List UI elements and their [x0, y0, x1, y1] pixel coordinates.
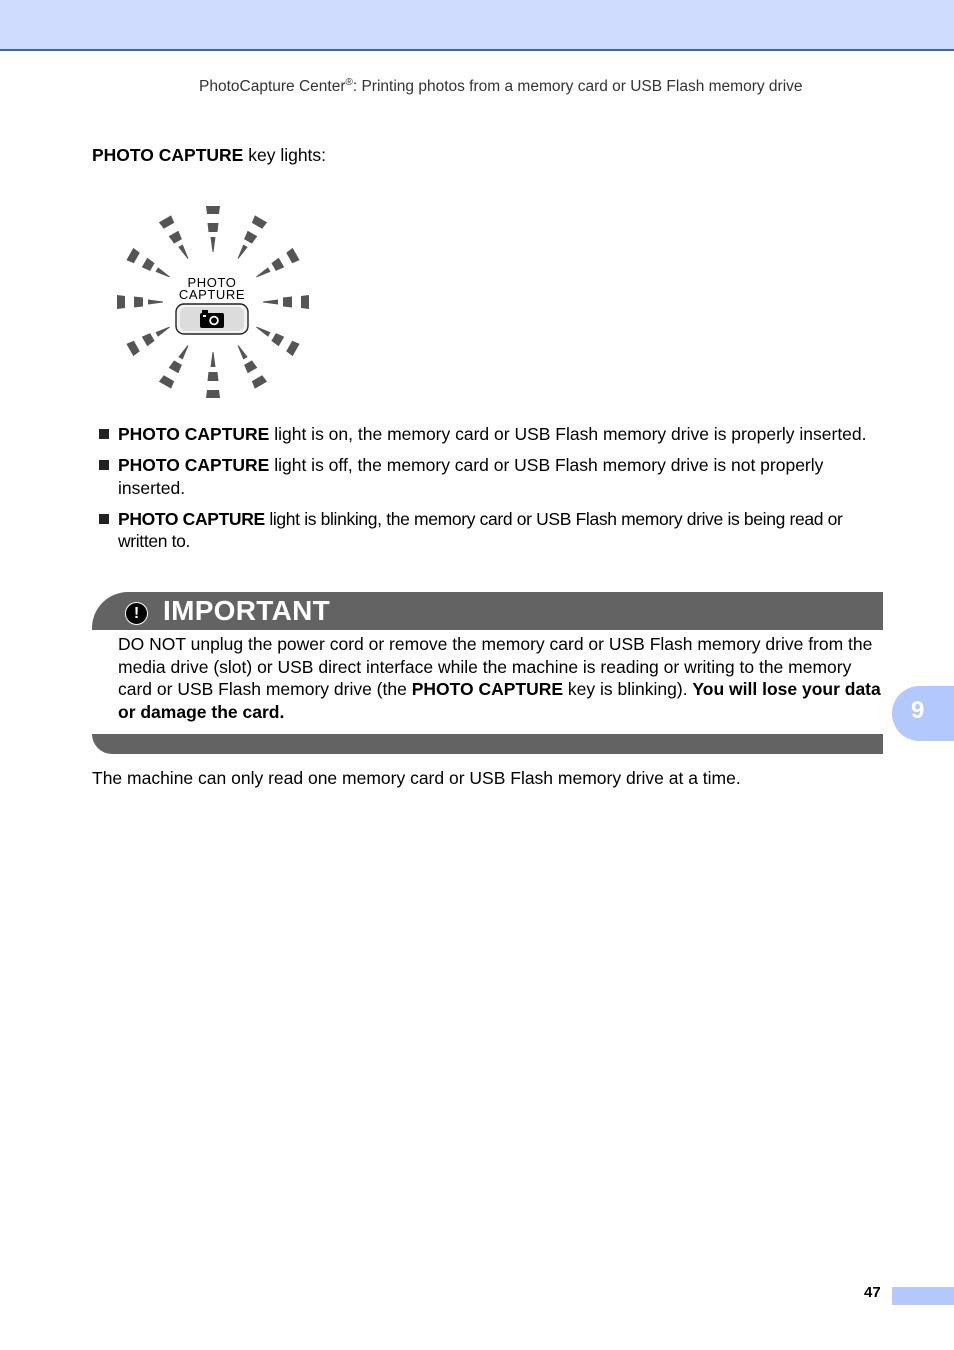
square-bullet-icon: [99, 429, 109, 439]
page-number: 47: [864, 1284, 881, 1301]
running-header: PhotoCapture Center®: Printing photos from a memory card or USB Flash memory drive: [199, 77, 803, 96]
light-ray-segment: [169, 360, 182, 373]
square-bullet-icon: [99, 514, 109, 524]
key-label-line2: CAPTURE: [178, 287, 246, 302]
light-ray-segment: [211, 352, 216, 367]
light-ray-segment: [159, 215, 174, 228]
important-title: IMPORTANT: [163, 595, 331, 626]
light-ray-segment: [256, 267, 270, 277]
bullet-light-on: PHOTO CAPTURE light is on, the memory card or USB Flash memory drive is properly inserted.: [98, 423, 888, 446]
key-label-line1: PHOTO: [187, 275, 237, 290]
light-ray-segment: [169, 231, 182, 244]
light-ray-segment: [283, 297, 292, 308]
chapter-number: 9: [911, 697, 925, 724]
important-body: DO NOT unplug the power cord or remove the memory card or USB Flash memory drive from the media drive (slot) or USB direct interface while the machine is reading or writing to the memory card or USB Flash memory drive (the PHOTO CAPTURE key is blinking). You will lose your data or damage the card.: [118, 634, 881, 722]
light-ray-segment: [271, 333, 284, 346]
chapter-tab: [892, 686, 954, 741]
light-ray-segment: [244, 360, 257, 373]
light-ray-segment: [286, 341, 299, 356]
light-ray-segment: [142, 258, 155, 271]
light-ray-segment: [206, 390, 220, 398]
light-ray-segment: [256, 327, 270, 337]
bullet-light-blinking: PHOTO CAPTURE light is blinking, the memory card or USB Flash memory drive is being read or written to.: [98, 508, 888, 553]
photo-capture-key-illustration: [104, 200, 322, 415]
light-ray-segment: [238, 345, 248, 359]
blinking-light-rays: [117, 206, 309, 398]
light-ray-segment: [148, 300, 163, 305]
light-ray-segment: [117, 295, 125, 309]
light-ray-segment: [206, 206, 220, 214]
important-notice: [92, 592, 883, 754]
light-ray-segment: [286, 248, 299, 263]
bullet-light-off: PHOTO CAPTURE light is off, the memory card or USB Flash memory drive is not properly inserted.: [98, 454, 888, 499]
light-ray-segment: [252, 375, 267, 388]
exclamation-icon: !: [125, 602, 148, 625]
light-ray-segment: [178, 245, 188, 259]
light-ray-segment: [159, 375, 174, 388]
light-ray-segment: [244, 231, 257, 244]
light-ray-segment: [271, 258, 284, 271]
page-number-tab: [892, 1287, 954, 1305]
square-bullet-icon: [99, 460, 109, 470]
light-ray-segment: [156, 327, 170, 337]
closing-text: The machine can only read one memory card or USB Flash memory drive at a time.: [92, 768, 741, 788]
light-ray-segment: [238, 245, 248, 259]
light-ray-segment: [126, 341, 139, 356]
important-header: [92, 592, 883, 630]
intro-text: PHOTO CAPTURE key lights:: [92, 145, 327, 165]
header-band: [0, 0, 954, 51]
light-ray-segment: [208, 372, 219, 381]
light-ray-segment: [156, 267, 170, 277]
important-footer-bar: [92, 734, 883, 754]
light-ray-segment: [126, 248, 139, 263]
light-ray-segment: [263, 300, 278, 305]
photo-capture-key: [176, 304, 248, 334]
light-ray-segment: [142, 333, 155, 346]
light-ray-segment: [178, 345, 188, 359]
status-bullet-list: [98, 423, 888, 561]
light-ray-segment: [134, 297, 143, 308]
light-ray-segment: [208, 223, 219, 232]
light-ray-segment: [211, 237, 216, 252]
light-ray-segment: [252, 215, 267, 228]
light-ray-segment: [301, 295, 309, 309]
